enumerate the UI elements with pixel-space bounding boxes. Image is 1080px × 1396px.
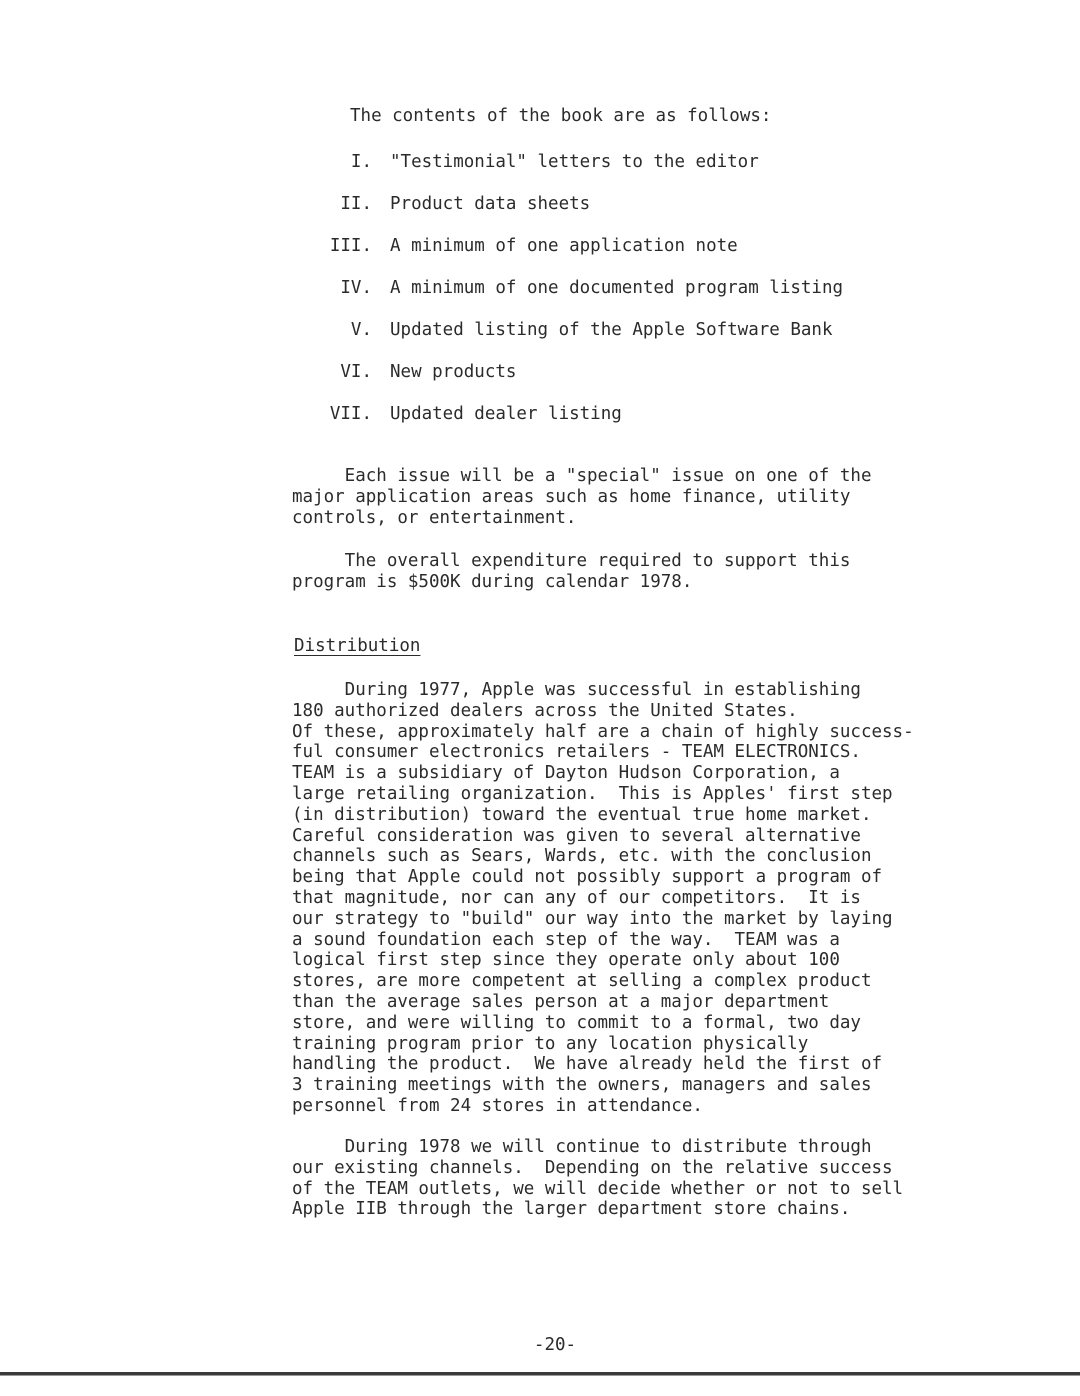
contents-item-number: IV. [340,278,372,298]
contents-item-text: Updated dealer listing [390,404,622,424]
contents-item-number: II. [340,194,372,214]
page-number: -20- [533,1335,577,1355]
contents-item-text: Updated listing of the Apple Software Bank [390,320,833,340]
contents-item [300,234,843,276]
contents-item [300,402,843,444]
contents-item [300,318,843,360]
distribution-heading: Distribution [294,636,421,656]
distribution-paragraph-2: During 1978 we will continue to distribute through our existing channels. Depending on the relative success of the TEAM outlets, we will decide whether or not to sell Apple IIB through the larger department store chains. [292,1137,904,1220]
contents-item-text: A minimum of one application note [390,236,738,256]
contents-item [300,150,843,192]
expenditure-paragraph: The overall expenditure required to support this program is $500K during calendar 1978. [292,551,851,592]
contents-item-text: A minimum of one documented program listing [390,278,844,298]
contents-item [300,360,843,402]
contents-item-number: VII. [329,404,372,424]
contents-item-number: VI. [340,362,372,382]
special-issue-paragraph: Each issue will be a "special" issue on one of the major application areas such as home finance, utility controls, or entertainment. [292,466,872,528]
contents-item-text: Product data sheets [390,194,591,214]
contents-list [300,150,843,444]
contents-item [300,192,843,234]
contents-item-text: "Testimonial" letters to the editor [390,152,759,172]
contents-item-number: V. [350,320,372,340]
contents-item-number: III. [329,236,372,256]
contents-item-number: I. [350,152,372,172]
bottom-rule [0,1372,1080,1376]
contents-item-text: New products [390,362,517,382]
distribution-paragraph-1: During 1977, Apple was successful in establishing 180 authorized dealers across the United States. Of these, approximately half are a chain of highly success- ful consumer electronics retailers - TEAM ELECTRONICS. TEAM is a subsidiary of Dayton Hudson Corporation, a large retailing organization. This is Apples' first step (in distribution) toward the eventual true home market. Careful consideration was given to several alternative channels such as Sears, Wards, etc. with the conclusion being that Apple could not possibly support a program of that magnitude, nor can any of our competitors. It is our strategy to "build" our way into the market by laying a sound foundation each step of the way. TEAM was a logical first step since they operate only about 100 stores, are more competent at selling a complex product than the average sales person at a major department store, and were willing to commit to a formal, two day training program prior to any location physically handling the product. We have already held the first of 3 training meetings with the owners, managers and sales personnel from 24 stores in attendance. [292,680,914,1116]
contents-intro: The contents of the book are as follows: [350,106,772,126]
contents-item [300,276,843,318]
